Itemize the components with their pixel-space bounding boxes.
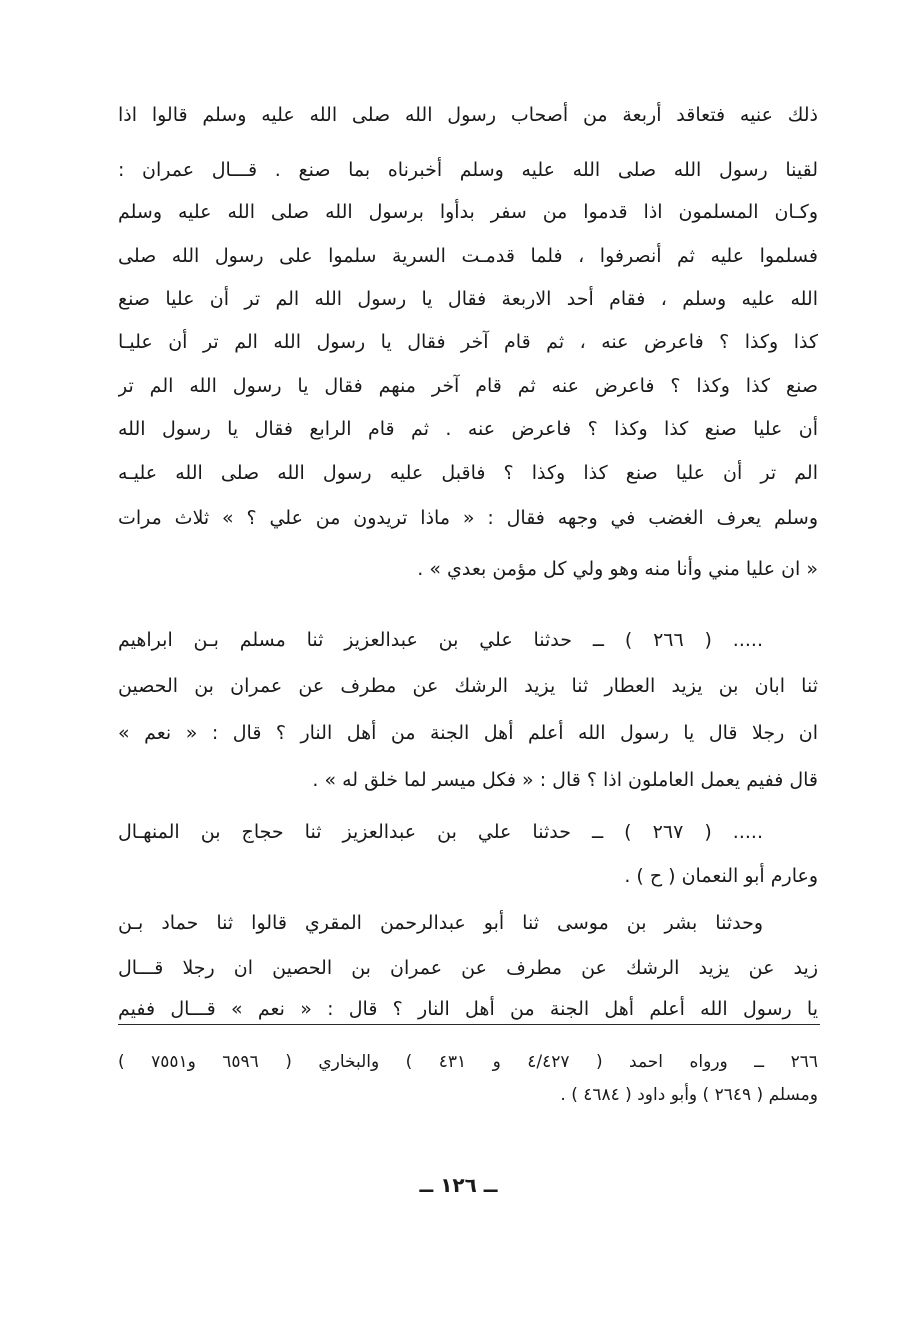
text-line: كذا وكذا ؟ فاعرض عنه ، ثم قام آخر فقال يا رسول الله الم تر أن عليـا — [118, 331, 818, 353]
text-line: « ان عليا مني وأنا منه وهو ولي كل مؤمن بعدي » . — [417, 558, 818, 580]
text-line: الله عليه وسلم ، فقام أحد الاربعة فقال يا رسول الله الم تر أن عليا صنع — [118, 288, 818, 310]
text-line: وسلم يعرف الغضب في وجهه فقال : « ماذا تريدون من علي ؟ » ثلاث مرات — [118, 507, 818, 529]
text-line: قال ففيم يعمل العاملون اذا ؟ قال : « فكل ميسر لما خلق له » . — [312, 769, 818, 791]
text-line: يا رسول الله أعلم أهل الجنة من أهل النار ؟ قال : « نعم » قـــال ففيم — [118, 998, 818, 1020]
text-line: وعارم أبو النعمان ( ح ) . — [624, 865, 818, 887]
text-line: وكـان المسلمون اذا قدموا من سفر بدأوا برسول الله صلى الله عليه وسلم — [118, 201, 818, 223]
hadith-heading-267: ..... ( ٢٦٧ ) ــ حدثنا علي بن عبدالعزيز ثنا حجاج بن المنهـال — [118, 821, 763, 843]
text-line: صنع كذا وكذا ؟ فاعرض عنه ثم قام آخر منهم فقال يا رسول الله الم تر — [118, 375, 818, 397]
footnote-line: ٢٦٦ ــ ورواه احمد ( ٤/٤٢٧ و ٤٣١ ) والبخاري ( ٦٥٩٦ و٧٥٥١ ) — [118, 1052, 818, 1072]
text-line: وحدثنا بشر بن موسى ثنا أبو عبدالرحمن المقري قالوا ثنا حماد بـن — [118, 912, 763, 934]
footnote-separator — [118, 1024, 820, 1025]
text-line: أن عليا صنع كذا وكذا ؟ فاعرض عنه . ثم قام الرابع فقال يا رسول الله — [118, 418, 818, 440]
text-line: لقينا رسول الله صلى الله عليه وسلم أخبرناه بما صنع . قـــال عمران : — [118, 159, 818, 181]
text-line: ثنا ابان بن يزيد العطار ثنا يزيد الرشك عن مطرف عن عمران بن الحصين — [118, 675, 818, 697]
text-line: الم تر أن عليا صنع كذا وكذا ؟ فاقبل عليه رسول الله صلى الله عليـه — [118, 462, 818, 484]
page-number: ــ ١٢٦ ــ — [419, 1173, 498, 1197]
hadith-heading-266: ..... ( ٢٦٦ ) ــ حدثنا علي بن عبدالعزيز ثنا مسلم بـن ابراهيم — [118, 629, 763, 651]
text-line: ان رجلا قال يا رسول الله أعلم أهل الجنة من أهل النار ؟ قال : « نعم » — [118, 722, 818, 744]
text-line: زيد عن يزيد الرشك عن مطرف عن عمران بن الحصين ان رجلا قـــال — [118, 957, 818, 979]
text-line: فسلموا عليه ثم أنصرفوا ، فلما قدمـت السرية سلموا على رسول الله صلى — [118, 245, 818, 267]
footnote-line: ومسلم ( ٢٦٤٩ ) وأبو داود ( ٤٦٨٤ ) . — [560, 1085, 818, 1105]
text-line: ذلك عنيه فتعاقد أربعة من أصحاب رسول الله صلى الله عليه وسلم قالوا اذا — [118, 104, 818, 126]
